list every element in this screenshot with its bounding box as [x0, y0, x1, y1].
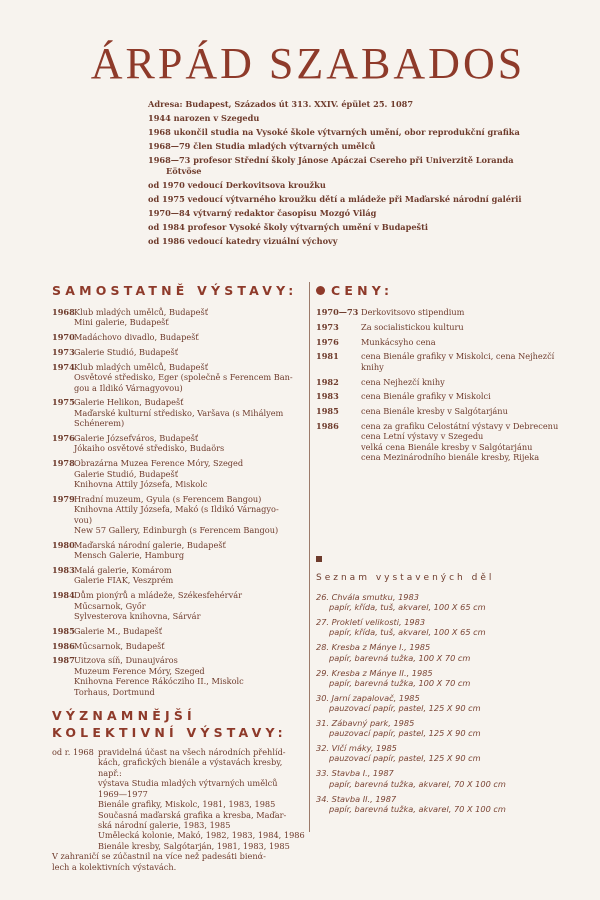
collective-line: pravidelná účast na všech národních přehlíd-: [98, 747, 286, 758]
work-item: [316, 592, 578, 612]
work-description: pauzovací papír, pastel, 125 X 90 cm: [329, 703, 481, 714]
awards-list: [316, 307, 578, 463]
left-column: [52, 283, 307, 872]
work-item: [316, 743, 578, 763]
list-item: [52, 540, 307, 561]
work-description: papír, křída, tuš, akvarel, 100 X 65 cm: [329, 602, 486, 613]
entry-line: Uitzova síň, Dunaujváros: [74, 655, 178, 666]
entry-text: [361, 391, 491, 401]
list-item: [52, 332, 307, 342]
entry-line: Galerie M., Budapešť: [74, 625, 163, 636]
solo-exhibitions-list: [52, 307, 307, 697]
collective-footer: [52, 851, 307, 872]
entry-line: vou): [74, 514, 93, 525]
work-item: [316, 794, 578, 814]
entry-line: cena Bienále kresby v Salgótarjánu: [361, 406, 508, 417]
list-item: [316, 406, 578, 416]
collective-line: kách, grafických bienále a výstavách kresby,: [98, 757, 283, 768]
year: 1970—73: [316, 307, 359, 317]
work-description: papír, křída, tuš, akvarel, 100 X 65 cm: [329, 627, 486, 638]
year: 1976: [52, 433, 75, 444]
works-heading: Seznam vystavených děl: [316, 573, 495, 583]
work-title: 32. Vlčí máky, 1985: [316, 743, 397, 754]
entry-text: [361, 377, 445, 387]
work-item: [316, 768, 578, 788]
entry-line: Galerie Studió, Budapešť: [74, 468, 179, 479]
work-title: 28. Kresba z Mánye I., 1985: [316, 642, 431, 653]
work-title: 31. Zábavný park, 1985: [316, 718, 415, 729]
entry-line: cena za grafiku Celostátní výstavy v Debrecenu: [361, 420, 559, 431]
list-item: [316, 351, 578, 372]
list-item: [52, 397, 307, 428]
work-item: [316, 668, 578, 688]
solo-exhibitions-heading: SAMOSTATNĚ VÝSTAVY:: [52, 283, 298, 298]
list-item: [52, 307, 307, 328]
bio-line: od 1975 vedoucí výtvarného kroužku dětí a mládeže při Maďarské národní galérii: [148, 194, 522, 205]
year: 1983: [52, 565, 75, 576]
year: 1968: [52, 307, 75, 317]
year: 1986: [316, 420, 339, 431]
entry-text: [74, 362, 293, 393]
list-item: [52, 433, 307, 454]
list-item: [52, 641, 307, 651]
entry-text: [361, 322, 464, 332]
list-item: [52, 458, 307, 489]
collective-lines: [98, 747, 305, 851]
entry-text: [74, 494, 279, 536]
bio-line: od 1984 profesor Vysoké školy výtvarných umění v Budapešti: [148, 222, 429, 233]
bio-line: 1970—84 výtvarný redaktor časopisu Mozgó Világ: [148, 208, 377, 219]
year: 1985: [52, 625, 75, 636]
year: 1986: [52, 640, 75, 651]
page-title: ÁRPÁD SZABADOS: [90, 39, 526, 88]
year: 1983: [316, 391, 339, 402]
list-item: [52, 655, 307, 697]
entry-text: [74, 565, 173, 586]
work-item: [316, 693, 578, 713]
work-title: 33. Stavba I., 1987: [316, 768, 394, 779]
entry-text: [361, 351, 554, 372]
entry-text: [74, 540, 226, 561]
entry-text: [74, 397, 283, 428]
list-item: [316, 377, 578, 387]
entry-text: [361, 421, 558, 463]
year: 1970: [52, 332, 75, 343]
collective-heading-line2: KOLEKTIVNÍ VÝSTAVY:: [52, 725, 287, 741]
entry-line: knihy: [361, 361, 384, 372]
work-description: papír, barevná tužka, akvarel, 70 X 100 cm: [329, 803, 506, 814]
year: 1974: [52, 361, 75, 372]
bio-line: 1968—73 profesor Střední školy Jánose Apáczai Csereho při Univerzitě Loranda Eötvöse: [148, 155, 514, 176]
collective-heading-line1: VÝZNAMNĚJŠÍ: [52, 708, 196, 724]
work-description: pauzovací papír, pastel, 125 X 90 cm: [329, 753, 481, 764]
bio-line: 1944 narozen v Szegedu: [148, 113, 260, 124]
collective-line: 1969—1977: [98, 788, 148, 799]
year: 1975: [52, 397, 75, 408]
entry-text: [74, 626, 162, 636]
entry-line: Knihovna Attily Józsefa, Makó (s Ildikó Várnagyo-: [74, 504, 279, 515]
entry-text: [74, 307, 208, 328]
year: 1976: [316, 336, 339, 347]
work-description: papír, barevná tužka, 100 X 70 cm: [329, 652, 471, 663]
work-item: [316, 718, 578, 738]
bio-line: od 1986 vedoucí katedry vizuální výchovy: [148, 236, 338, 247]
entry-line: Sylvesterova knihovna, Sárvár: [74, 611, 201, 622]
entry-line: Galerie Józsefváros, Budapešť: [74, 433, 199, 444]
entry-line: velká cena Bienále kresby v Salgótarjánu: [361, 441, 533, 452]
year: 1984: [52, 590, 75, 601]
list-item: [52, 362, 307, 393]
work-description: papír, barevná tužka, 100 X 70 cm: [329, 677, 471, 688]
entry-line: Derkovitsovo stipendium: [361, 307, 465, 317]
collective-footer-line: lech a kolektivních výstavách.: [52, 861, 177, 872]
entry-line: Műcsarnok, Győr: [74, 600, 146, 611]
entry-line: Galerie Helikon, Budapešť: [74, 397, 184, 408]
entry-line: Za socialistickou kulturu: [361, 321, 464, 332]
entry-line: Torhaus, Dortmund: [74, 686, 155, 697]
collective-footer-line: V zahraničí se zúčastnil na více než padesáti bienά-: [52, 851, 266, 862]
year: 1979: [52, 493, 75, 504]
list-item: [316, 421, 578, 463]
entry-line: Műcsarnok, Budapešť: [74, 640, 165, 651]
right-column: [316, 283, 578, 467]
bullet-icon: [316, 286, 325, 295]
collective-line: Umělecká kolonie, Makó, 1982, 1983, 1984, 1986: [98, 830, 305, 841]
year: 1973: [52, 347, 75, 357]
entry-line: Osvětové středisko, Eger (společně s Ferencem Ban-: [74, 372, 293, 383]
collective-line: Bienále kresby, Salgótarján, 1981, 1983, 1985: [98, 840, 290, 851]
entry-text: [74, 433, 224, 454]
square-bullet-icon: [316, 556, 322, 562]
list-item: [316, 322, 578, 332]
entry-text: [74, 458, 243, 489]
work-title: 26. Chvála smutku, 1983: [316, 592, 419, 602]
entry-text: [361, 337, 436, 347]
entry-line: Galerie Studió, Budapešť: [74, 347, 179, 357]
entry-text: [74, 655, 244, 697]
biography: [148, 99, 528, 250]
entry-line: Galerie FIAK, Veszprém: [74, 575, 174, 586]
entry-line: Mini galerie, Budapešť: [74, 317, 169, 328]
column-divider: [309, 282, 310, 832]
entry-text: [361, 406, 508, 416]
collective-line: ská národní galerie, 1983, 1985: [98, 819, 231, 830]
work-title: 30. Jarní zapalovač, 1985: [316, 692, 420, 703]
entry-line: Klub mladých umělců, Budapešť: [74, 361, 208, 372]
entry-line: gou a Ildikó Várnagyovou): [74, 382, 183, 393]
list-item: [316, 391, 578, 401]
collective-label: od r. 1968: [52, 747, 94, 758]
entry-line: Knihovna Ference Rákócziho II., Miskolc: [74, 676, 244, 687]
work-item: [316, 642, 578, 662]
entry-line: Knihovna Attily Józsefa, Miskolc: [74, 479, 208, 490]
collective-line: Současná maďarská grafika a kresba, Maďar-: [98, 809, 287, 820]
awards-heading: [316, 283, 578, 298]
works-list: [316, 573, 578, 819]
year: 1980: [52, 539, 75, 550]
year: 1987: [52, 655, 75, 666]
list-item: [52, 494, 307, 536]
list-item: [52, 626, 307, 636]
year: 1985: [316, 406, 339, 417]
collective-line: Bienále grafiky, Miskolc, 1981, 1983, 1985: [98, 799, 276, 810]
entry-line: cena Bienále grafiky v Miskolci, cena Nejhezčí: [361, 351, 555, 362]
entry-line: Mensch Galerie, Hamburg: [74, 550, 185, 561]
collective-line: výstava Studia mladých výtvarných umělců: [98, 778, 278, 789]
entry-line: Munkácsyho cena: [361, 336, 436, 347]
list-item: [52, 565, 307, 586]
entry-line: Jókaiho osvětové středisko, Budaörs: [74, 443, 225, 454]
bio-line: od 1970 vedoucí Derkovitsova kroužku: [148, 179, 326, 190]
entry-line: Muzeum Ference Móry, Szeged: [74, 665, 205, 676]
list-item: [316, 307, 578, 317]
work-description: pauzovací papír, pastel, 125 X 90 cm: [329, 728, 481, 739]
entry-line: Madáchovo divadlo, Budapešť: [74, 332, 199, 343]
collective-exhibitions: [52, 747, 307, 872]
entry-line: Malá galerie, Komárom: [74, 565, 172, 576]
entry-line: Maďarská národní galerie, Budapešť: [74, 539, 226, 550]
year: 1981: [316, 351, 339, 362]
year: 1982: [316, 376, 339, 387]
work-title: 34. Stavba II., 1987: [316, 793, 397, 804]
entry-text: [74, 347, 178, 357]
work-item: [316, 617, 578, 637]
entry-text: [74, 332, 199, 342]
entry-text: [74, 641, 165, 651]
entry-line: cena Bienále grafiky v Miskolci: [361, 391, 491, 402]
entry-line: Maďarské kulturní středisko, Varšava (s Mihályem: [74, 407, 284, 418]
bio-line: 1968 ukončil studia na Vysoké škole výtvarných umění, obor reprodukční grafika: [148, 127, 520, 138]
entry-line: New 57 Gallery, Edinburgh (s Ferencem Bangou): [74, 525, 279, 536]
year: 1978: [52, 458, 75, 469]
entry-line: Hradní muzeum, Gyula (s Ferencem Bangou): [74, 493, 262, 504]
entry-line: Schénerem): [74, 418, 125, 429]
list-item: [52, 347, 307, 357]
entry-line: cena Mezinárodního bienále kresby, Rijeka: [361, 452, 540, 463]
work-title: 27. Prokletí velikosti, 1983: [316, 617, 426, 628]
collective-line: např.:: [98, 767, 122, 778]
awards-heading-text: CENY:: [331, 283, 394, 298]
work-description: papír, barevná tužka, akvarel, 70 X 100 cm: [329, 778, 506, 789]
entry-line: cena Letní výstavy v Szegedu: [361, 431, 484, 442]
year: 1973: [316, 321, 339, 332]
list-item: [52, 590, 307, 621]
work-title: 29. Kresba z Mánye II., 1985: [316, 667, 433, 678]
entry-line: Klub mladých umělců, Budapešť: [74, 307, 208, 317]
entry-line: Obrazárna Muzea Ference Móry, Szeged: [74, 458, 244, 469]
bio-line: 1968—79 člen Studia mladých výtvarných umělců: [148, 141, 376, 152]
entry-line: Dům pionýrů a mládeže, Székesfehérvár: [74, 590, 242, 601]
bio-line: Adresa: Budapest, Százados út 313. XXIV. épület 25. 1087: [148, 99, 414, 109]
entry-text: [361, 307, 464, 317]
entry-text: [74, 590, 242, 621]
entry-line: cena Nejhezčí knihy: [361, 376, 445, 387]
list-item: [316, 337, 578, 347]
